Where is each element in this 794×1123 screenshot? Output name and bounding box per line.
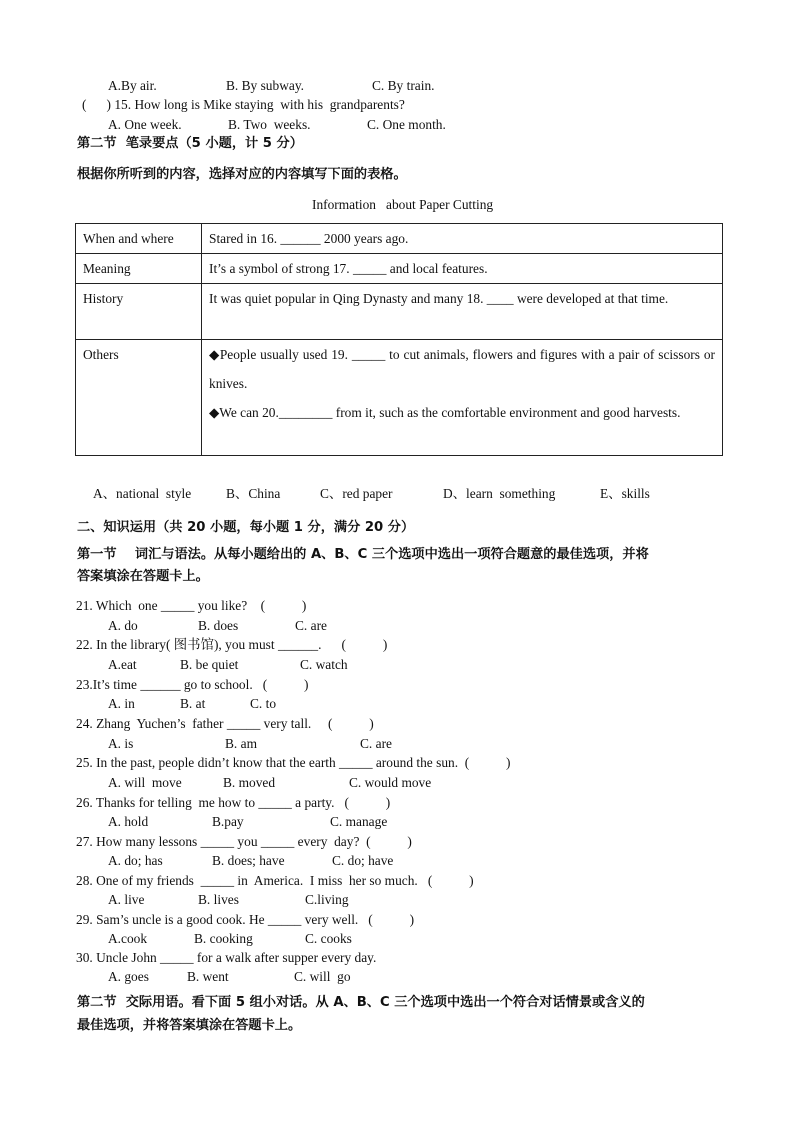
q24-option-a: A. is [108, 736, 134, 751]
q15-option-a: A. One week. [108, 117, 182, 132]
section2-communication-line2: 最佳选项，并将答案填涂在答题卡上。 [77, 1018, 302, 1033]
question-30: 30. Uncle John _____ for a walk after supper every day. [76, 950, 377, 965]
q23-option-a: A. in [108, 696, 135, 711]
row-label: When and where [76, 224, 202, 254]
bullet-item: ◆We can 20.________ from it, such as the comfortable environment and good harvests. [209, 405, 681, 420]
row-content: It was quiet popular in Qing Dynasty and many 18. ____ were developed at that time. [202, 284, 723, 340]
question-24: 24. Zhang Yuchen’s father _____ very tall. ( ) [76, 716, 374, 731]
q26-option-b: B.pay [212, 814, 244, 829]
section2-heading: 第二节 笔录要点（5 小题，计 5 分） [77, 136, 303, 151]
question-29: 29. Sam’s uncle is a good cook. He _____ very well. ( ) [76, 912, 415, 927]
q30-option-c: C. will go [294, 969, 351, 984]
q26-option-a: A. hold [108, 814, 149, 829]
question-28: 28. One of my friends _____ in America. I miss her so much. ( ) [76, 873, 474, 888]
q27-option-b: B. does; have [212, 853, 285, 868]
table-row [76, 284, 723, 340]
q29-option-b: B. cooking [194, 931, 253, 946]
q27-option-c: C. do; have [332, 853, 394, 868]
q26-option-c: C. manage [330, 814, 388, 829]
question-26: 26. Thanks for telling me how to _____ a party. ( ) [76, 795, 391, 810]
q14-option-a: A.By air. [108, 78, 157, 93]
table-caption: Information about Paper Cutting [312, 197, 494, 212]
q30-option-b: B. went [187, 969, 229, 984]
table-row [76, 224, 723, 254]
answer-choice-b: B、China [226, 486, 281, 501]
section2-communication-line1: 第二节 交际用语。看下面 5 组小对话。从 A、B、C 三个选项中选出一个符合对话情景或含义的 [77, 995, 645, 1010]
q29-option-c: C. cooks [305, 931, 352, 946]
paper-cutting-table [75, 223, 723, 456]
q25-option-a: A. will move [108, 775, 182, 790]
q23-option-c: C. to [250, 696, 277, 711]
part2-heading: 二、知识运用（共 20 小题，每小题 1 分，满分 20 分） [77, 520, 415, 535]
q28-option-b: B. lives [198, 892, 239, 907]
q25-option-c: C. would move [349, 775, 432, 790]
section1-instruction-line2: 答案填涂在答题卡上。 [77, 569, 209, 584]
q24-option-b: B. am [225, 736, 257, 751]
question-23: 23.It’s time ______ go to school. ( ) [76, 677, 309, 692]
q21-option-a: A. do [108, 618, 138, 633]
question-22: 22. In the library( 图书馆), you must ______. ( ) [76, 637, 388, 652]
bullet-item: ◆People usually used 19. _____ to cut animals, flowers and figures with a pair of scissors or knives. [209, 347, 715, 391]
q14-option-b: B. By subway. [226, 78, 304, 93]
q15-question: ( ) 15. How long is Mike staying with his grandparents? [82, 97, 405, 112]
row-content: It’s a symbol of strong 17. _____ and local features. [202, 254, 723, 284]
section2-instruction: 根据你所听到的内容，选择对应的内容填写下面的表格。 [77, 167, 407, 182]
q24-option-c: C. are [360, 736, 392, 751]
q22-option-a: A.eat [108, 657, 137, 672]
q30-option-a: A. goes [108, 969, 149, 984]
table-row [76, 340, 723, 456]
answer-choice-d: D、learn something [443, 486, 556, 501]
q29-option-a: A.cook [108, 931, 148, 946]
row-label: Others [76, 340, 202, 456]
q15-option-b: B. Two weeks. [228, 117, 311, 132]
row-label: History [76, 284, 202, 340]
q15-option-c: C. One month. [367, 117, 446, 132]
q22-option-b: B. be quiet [180, 657, 239, 672]
row-content: Stared in 16. ______ 2000 years ago. [202, 224, 723, 254]
q23-option-b: B. at [180, 696, 206, 711]
row-label: Meaning [76, 254, 202, 284]
answer-choice-a: A、national style [93, 486, 192, 501]
question-27: 27. How many lessons _____ you _____ every day? ( ) [76, 834, 412, 849]
q21-option-b: B. does [198, 618, 239, 633]
answer-choice-c: C、red paper [320, 486, 393, 501]
answer-choice-e: E、skills [600, 486, 650, 501]
question-25: 25. In the past, people didn’t know that the earth _____ around the sun. ( ) [76, 755, 511, 770]
section1-instruction-line1: 第一节 词汇与语法。从每小题给出的 A、B、C 三个选项中选出一项符合题意的最佳选项，并将 [77, 547, 649, 562]
q28-option-a: A. live [108, 892, 145, 907]
row-content [202, 340, 723, 456]
q14-option-c: C. By train. [372, 78, 435, 93]
question-21: 21. Which one _____ you like? ( ) [76, 598, 307, 613]
q22-option-c: C. watch [300, 657, 348, 672]
table-row [76, 254, 723, 284]
q25-option-b: B. moved [223, 775, 276, 790]
q21-option-c: C. are [295, 618, 327, 633]
q27-option-a: A. do; has [108, 853, 163, 868]
q28-option-c: C.living [305, 892, 349, 907]
